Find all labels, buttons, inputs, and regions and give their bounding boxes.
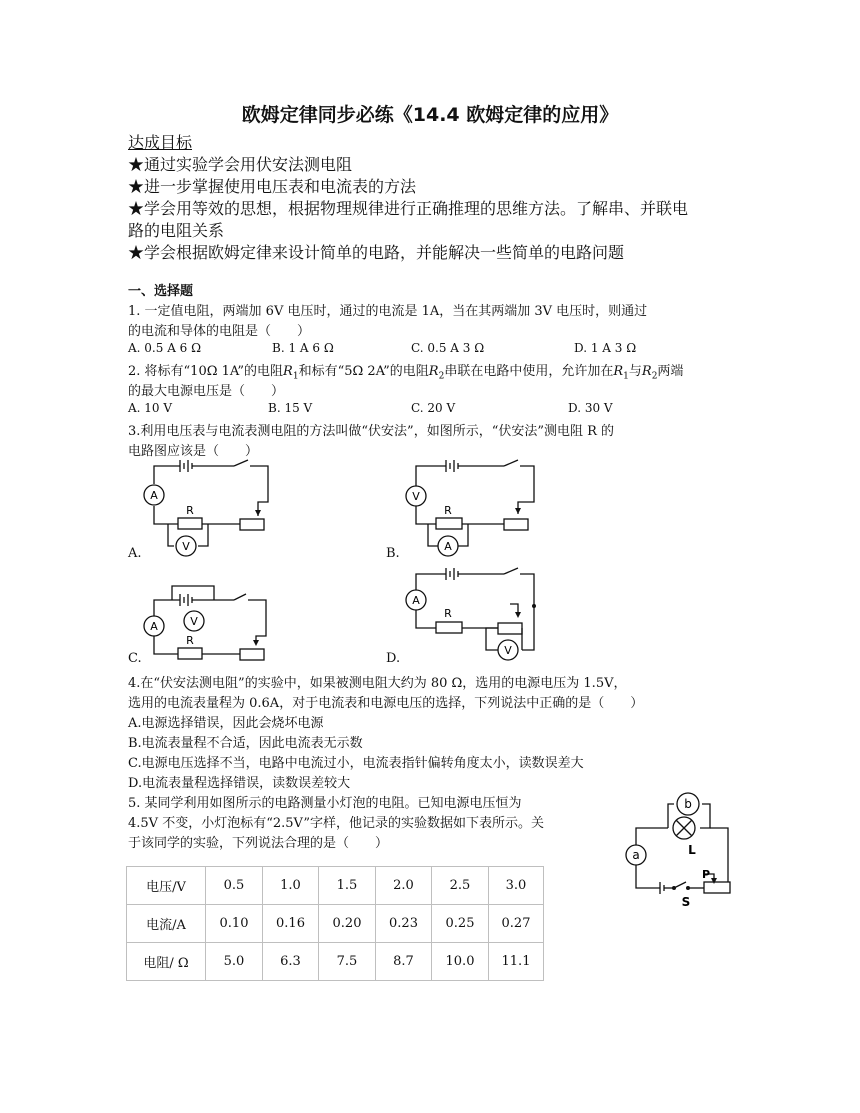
label-l: L — [688, 843, 696, 857]
q1-option-d: D. 1 A 3 Ω — [574, 341, 637, 355]
table-cell: 1.0 — [263, 867, 319, 905]
q2-option-b: B. 15 V — [268, 401, 313, 415]
table-cell: 3.0 — [489, 867, 544, 905]
resistor-label: R — [444, 607, 452, 620]
q5-stem: 5. 某同学利用如图所示的电路测量小灯泡的电阻。已知电源电压恒为 — [128, 796, 522, 811]
q2-option-d: D. 30 V — [568, 401, 613, 415]
label-p: P — [701, 868, 711, 881]
ammeter-label: A — [444, 540, 452, 553]
label-a: a — [632, 848, 640, 862]
goal-item: ★进一步掌握使用电压表和电流表的方法 — [128, 177, 417, 196]
table-cell: 0.23 — [376, 905, 432, 943]
ammeter-label: A — [150, 620, 158, 633]
goal-item: ★学会根据欧姆定律来设计简单的电路，并能解决一些简单的电路问题 — [128, 243, 625, 262]
circuit-diagram-d — [400, 564, 540, 666]
table-row — [127, 905, 544, 943]
table-cell: 7.5 — [319, 943, 376, 981]
section-heading: 一、选择题 — [128, 284, 194, 299]
q4-stem-2: 选用的电流表量程为 0.6A，对于电流表和电源电压的选择，下列说法中正确的是（ ） — [128, 696, 644, 711]
q1-option-b: B. 1 A 6 Ω — [272, 341, 334, 355]
goal-item: ★学会用等效的思想，根据物理规律进行正确推理的思维方法。了解串、并联电 — [128, 199, 689, 218]
table-cell: 10.0 — [432, 943, 489, 981]
q3-label-a: A. — [128, 546, 142, 561]
ammeter-label: A — [150, 489, 158, 502]
table-cell: 5.0 — [206, 943, 263, 981]
ammeter-label: A — [412, 594, 420, 607]
table-cell: 2.0 — [376, 867, 432, 905]
q5-stem-2: 4.5V 不变，小灯泡标有“2.5V”字样，他记录的实验数据如下表所示。关 — [128, 816, 545, 831]
table-cell: 0.25 — [432, 905, 489, 943]
q4-option-b: B.电流表量程不合适，因此电流表无示数 — [128, 736, 363, 751]
q2-stem: 2. 将标有“10Ω 1A”的电阻$R_1$和标有“5Ω 2A”的电阻$R_2$串联在电路中使用，允许加在$R_1$与$R_2$两端 — [128, 364, 684, 382]
voltmeter-label: V — [182, 540, 190, 553]
table-cell: 6.3 — [263, 943, 319, 981]
q4-option-d: D.电流表量程选择错误，读数误差较大 — [128, 776, 351, 791]
table-cell: 2.5 — [432, 867, 489, 905]
label-s: S — [681, 895, 691, 909]
circuit-diagram-a — [140, 458, 270, 558]
q1-stem: 1. 一定值电阻，两端加 6V 电压时，通过的电流是 1A，当在其两端加 3V 电压时，则通过 — [128, 304, 648, 319]
q1-option-c: C. 0.5 A 3 Ω — [411, 341, 485, 355]
table-cell: 0.20 — [319, 905, 376, 943]
voltmeter-label: V — [504, 644, 512, 657]
q3-label-d: D. — [386, 651, 401, 666]
q4-stem: 4.在“伏安法测电阻”的实验中，如果被测电阻大约为 80 Ω，选用的电源电压为 1.5V， — [128, 676, 627, 691]
table-row — [127, 867, 544, 905]
q1-stem-2: 的电流和导体的电阻是（ ） — [128, 324, 311, 339]
q3-label-b: B. — [386, 546, 400, 561]
q3-stem-2: 电路图应该是（ ） — [128, 444, 259, 459]
q2-option-c: C. 20 V — [411, 401, 456, 415]
page-title: 欧姆定律同步必练《14.4 欧姆定律的应用》 — [241, 104, 619, 126]
q2-stem-2: 的最大电源电压是（ ） — [128, 384, 285, 399]
table-cell: 8.7 — [376, 943, 432, 981]
table-row — [127, 943, 544, 981]
resistor-label: R — [444, 504, 452, 517]
resistor-label: R — [186, 634, 194, 647]
q4-option-a: A.电源选择错误，因此会烧坏电源 — [128, 716, 324, 731]
circuit-diagram-b — [400, 458, 540, 558]
label-b: b — [684, 797, 692, 811]
q1-option-a: A. 0.5 A 6 Ω — [128, 341, 202, 355]
row-label: 电压/V — [127, 867, 206, 905]
voltmeter-label: V — [412, 490, 420, 503]
table-cell: 0.5 — [206, 867, 263, 905]
row-label: 电流/A — [127, 905, 206, 943]
table-cell: 0.10 — [206, 905, 263, 943]
table-cell: 11.1 — [489, 943, 544, 981]
q5-stem-3: 于该同学的实验，下列说法合理的是（ ） — [128, 836, 389, 851]
q5-data-table — [126, 866, 544, 981]
table-cell: 0.27 — [489, 905, 544, 943]
q2-option-a: A. 10 V — [128, 401, 173, 415]
voltmeter-label: V — [190, 615, 198, 628]
table-cell: 1.5 — [319, 867, 376, 905]
goals-heading: 达成目标 — [128, 133, 193, 152]
q4-option-c: C.电源电压选择不当，电路中电流过小，电流表指针偏转角度太小，读数误差大 — [128, 756, 584, 771]
q3-stem: 3.利用电压表与电流表测电阻的方法叫做“伏安法”，如图所示，“伏安法”测电阻 R 的 — [128, 424, 615, 439]
row-label: 电阻/ Ω — [127, 943, 206, 981]
goal-item: ★通过实验学会用伏安法测电阻 — [128, 155, 353, 174]
q3-label-c: C. — [128, 651, 142, 666]
goal-item: 路的电阻关系 — [128, 221, 225, 240]
table-cell: 0.16 — [263, 905, 319, 943]
circuit-diagram-c — [140, 584, 270, 664]
q5-circuit-diagram — [624, 790, 736, 910]
resistor-label: R — [186, 504, 194, 517]
